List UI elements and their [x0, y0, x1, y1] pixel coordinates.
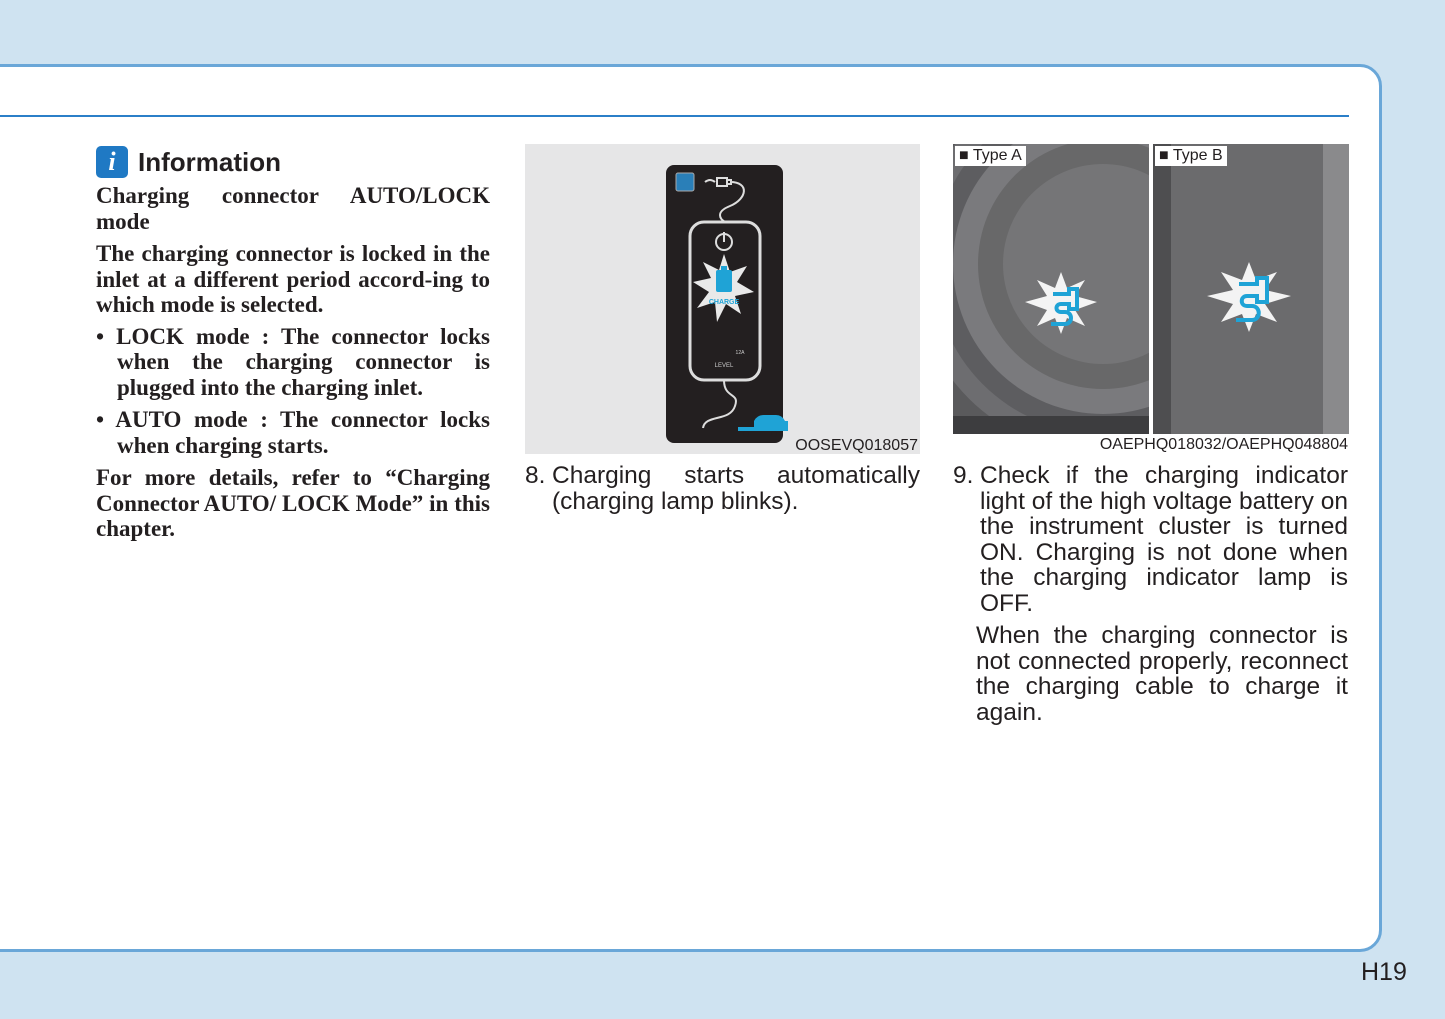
level-label: LEVEL — [714, 363, 734, 369]
info-paragraph: The charging connector is locked in the inlet at a different period accord-ing to which mode is selected. — [96, 241, 490, 317]
charging-lamp-illustration — [525, 144, 920, 454]
lock-mode-item: • LOCK mode : The connector locks when the charging connector is plugged into the charging inlet. — [96, 323, 490, 400]
indicator-photos-figure — [953, 144, 1349, 454]
status-square-icon — [676, 173, 694, 191]
information-section — [96, 145, 490, 542]
page-number: H19 — [1361, 958, 1407, 986]
type-a-panel — [953, 144, 1149, 434]
step-9-note: When the charging connector is not connected properly, reconnect the charging cable to charge it again. — [976, 622, 1348, 726]
top-rule — [0, 115, 1349, 117]
type-b-label: ■ Type B — [1155, 146, 1227, 166]
step-8-text: Charging starts automatically (charging lamp blinks). — [552, 462, 920, 515]
charge-lamp-label: CHARGE — [708, 299, 740, 306]
type-a-label: ■ Type A — [955, 146, 1026, 166]
step-8-number: 8. — [525, 462, 546, 489]
info-subhead: Charging connector AUTO/LOCK mode — [96, 183, 490, 234]
auto-mode-item: • AUTO mode : The connector locks when charging starts. — [96, 407, 490, 458]
information-title: Information — [138, 146, 281, 177]
figure2-code: OAEPHQ018032/OAEPHQ048804 — [1099, 436, 1348, 453]
step-9 — [953, 463, 1348, 616]
step-9-text: Check if the charging indicator light of the high voltage battery on the instrument cluster is turned ON. Charging is not done when the charging indicator lamp is OFF. — [980, 462, 1348, 617]
type-b-photo — [1153, 144, 1349, 434]
figure1-code: OOSEVQ018057 — [795, 437, 918, 454]
info-icon: i — [96, 146, 128, 178]
step-8 — [525, 463, 920, 514]
amp-label: 12A — [735, 350, 745, 356]
type-a-photo — [953, 144, 1149, 434]
type-b-panel — [1153, 144, 1349, 434]
charging-lamp-figure — [525, 144, 920, 454]
information-heading — [96, 145, 490, 179]
mode-list — [96, 324, 490, 459]
step-9-number: 9. — [953, 462, 974, 489]
info-footer: For more details, refer to “Charging Connector AUTO/ LOCK Mode” in this chapter. — [96, 465, 490, 541]
battery-icon — [716, 270, 732, 292]
